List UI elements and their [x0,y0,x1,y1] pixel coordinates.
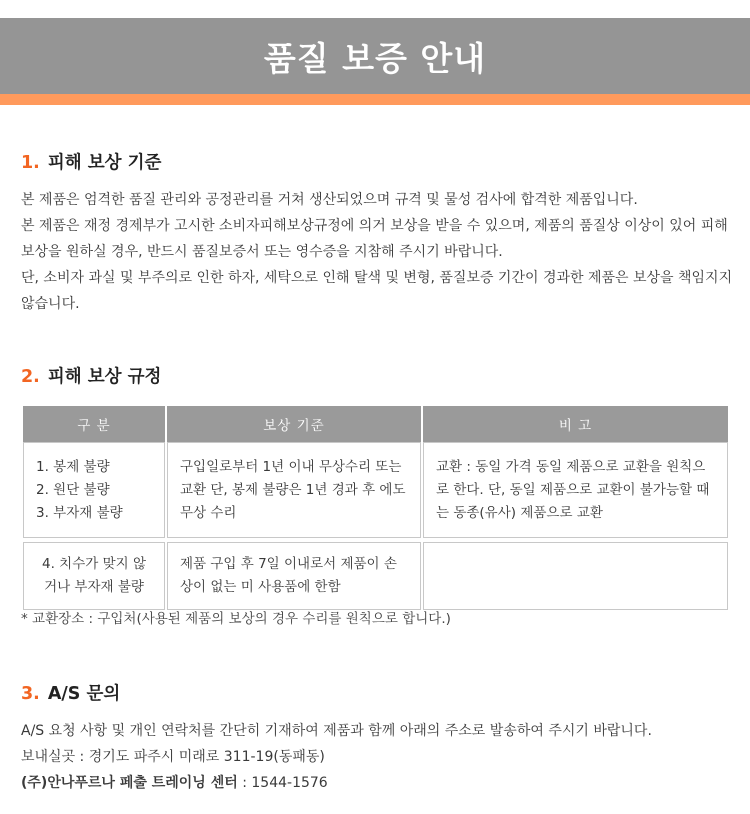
section-2-title [21,363,161,388]
exchange-footnote: * 교환장소 : 구입처(사용된 제품의 보상의 경우 수리를 원칙으로 합니다.) [21,611,451,627]
table-cell-standard: 제품 구입 후 7일 이내로서 제품이 손상이 없는 미 사용품에 한함 [167,542,421,610]
table-cell-category: 4. 치수가 맞지 않거나 부자재 불량 [23,542,165,610]
section-3-label: A/S 문의 [47,684,121,704]
as-contact [21,770,733,796]
table-header-category: 구 분 [23,406,165,442]
section-1-label: 피해 보상 기준 [47,153,162,173]
section-1-number: 1. [21,153,40,173]
section-3-number: 3. [21,684,40,704]
service-center-phone: : 1544-1576 [237,775,328,791]
section-2-label: 피해 보상 규정 [47,367,162,387]
category-item: 1. 봉제 불량 [36,459,110,475]
section-3-body [21,718,733,796]
page-title: 품질 보증 안내 [263,38,487,78]
section-3-title [21,680,120,705]
table-header-standard: 보상 기준 [167,406,421,442]
category-item: 2. 원단 불량 [36,482,110,498]
page-header [0,18,750,94]
table-cell-category [23,442,165,538]
table-row [23,542,728,610]
table-header-note: 비 고 [423,406,728,442]
compensation-table [21,406,730,610]
section-2-number: 2. [21,367,40,387]
table-row [23,442,728,538]
table-cell-note: 교환 : 동일 가격 동일 제품으로 교환을 원칙으로 한다. 단, 동일 제품으로 교환이 불가능할 때는 동종(유사) 제품으로 교환 [423,442,728,538]
section-1-line-2: 본 제품은 재정 경제부가 고시한 소비자피해보상규정에 의거 보상을 받을 수 있으며, 제품의 품질상 이상이 있어 피해보상을 원하실 경우, 반드시 품질보증서 또는 영수증을 지참해 주시기 바랍니다. [21,218,728,260]
section-1-line-3: 단, 소비자 과실 및 부주의로 인한 하자, 세탁으로 인해 탈색 및 변형, 품질보증 기간이 경과한 제품은 보상을 책임지지 않습니다. [21,270,733,312]
accent-bar [0,94,750,105]
as-address: 보내실곳 : 경기도 파주시 미래로 311-19(동패동) [21,749,325,765]
section-1-line-1: 본 제품은 엄격한 품질 관리와 공정관리를 거쳐 생산되었으며 규격 및 물성 검사에 합격한 제품입니다. [21,192,638,208]
service-center-name: (주)안나푸르나 페출 트레이닝 센터 [21,775,238,791]
section-1-title [21,149,161,174]
category-item: 3. 부자재 불량 [36,505,123,521]
section-1-body [21,187,733,317]
as-instruction: A/S 요청 사항 및 개인 연락처를 간단히 기재하여 제품과 함께 아래의 주소로 발송하여 주시기 바랍니다. [21,723,652,739]
table-cell-standard: 구입일로부터 1년 이내 무상수리 또는 교환 단, 봉제 불량은 1년 경과 후 에도무상 수리 [167,442,421,538]
table-cell-note [423,542,728,610]
